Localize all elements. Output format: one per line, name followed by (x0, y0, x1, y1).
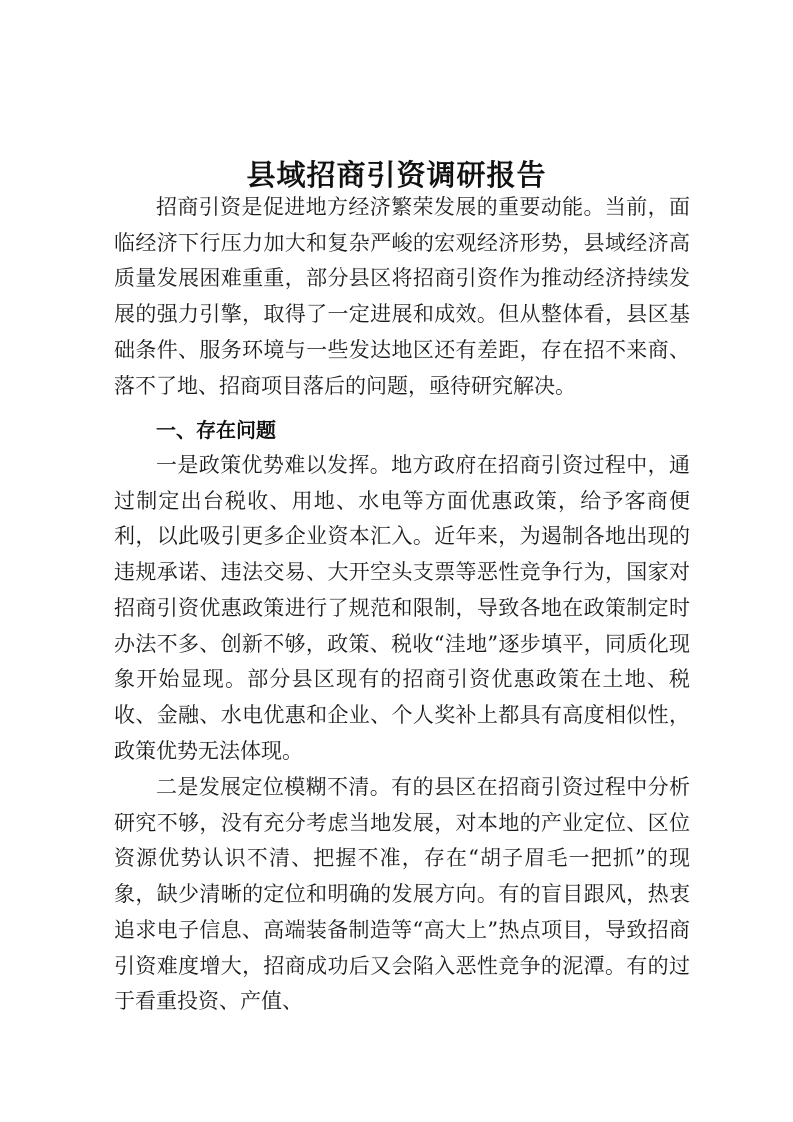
intro-paragraph: 招商引资是促进地方经济繁荣发展的重要动能。当前，面临经济下行压力加大和复杂严峻的宏观经济形势，县域经济高质量发展困难重重，部分县区将招商引资作为推动经济持续发展的强力引擎，取得了一定进展和成效。但从整体看，县区基础条件、服务环境与一些发达地区还有差距，存在招不来商、落不了地、招商项目落后的问题，亟待研究解决。 (114, 195, 690, 398)
document-title: 县域招商引资调研报告 (246, 158, 547, 193)
problem-paragraph-1: 一是政策优势难以发挥。地方政府在招商引资过程中，通过制定出台税收、用地、水电等方面优惠政策，给予客商便利，以此吸引更多企业资本汇入。近年来，为遏制各地出现的违规承诺、违法交易、大开空头支票等恶性竞争行为，国家对招商引资优惠政策进行了规范和限制，导致各地在政策制定时办法不多、创新不够，政策、税收“洼地”逐步填平，同质化现象开始显现。部分县区现有的招商引资优惠政策在土地、税收、金融、水电优惠和企业、个人奖补上都具有高度相似性，政策优势无法体现。 (114, 453, 690, 763)
section-heading-problems: 一、存在问题 (156, 418, 276, 442)
problem-paragraph-2: 二是发展定位模糊不清。有的县区在招商引资过程中分析研究不够，没有充分考虑当地发展，对本地的产业定位、区位资源优势认识不清、把握不准，存在“胡子眉毛一把抓”的现象，缺少清晰的定位和明确的发展方向。有的盲目跟风，热衷追求电子信息、高端装备制造等“高大上”热点项目，导致招商引资难度增大，招商成功后又会陷入恶性竞争的泥潭。有的过于看重投资、产值、 (114, 775, 690, 1014)
